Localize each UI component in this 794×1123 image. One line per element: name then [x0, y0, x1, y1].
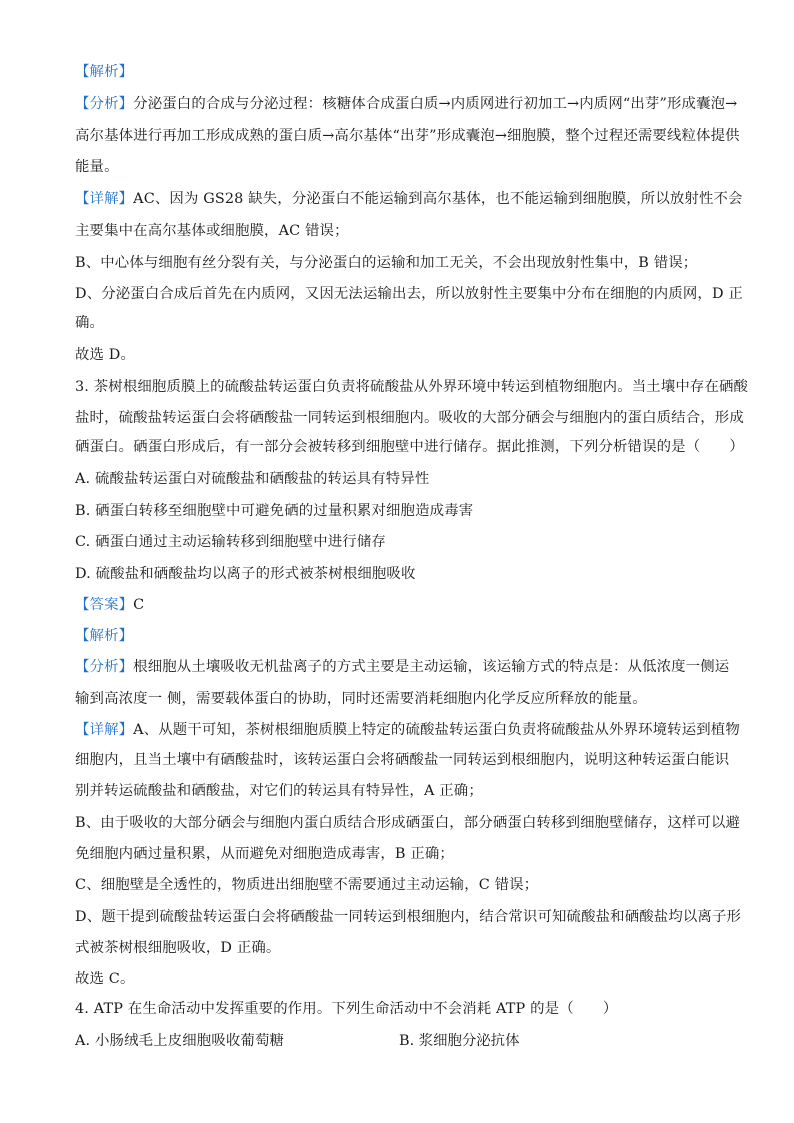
conclusion: 故选 D。 [75, 347, 136, 363]
fenxi-line: 【分析】根细胞从土壤吸收无机盐离子的方式主要是主动运输，该运输方式的特点是：从低浓度一侧运 [75, 659, 730, 675]
detail-line: 别并转运硫酸盐和硒酸盐，对它们的转运具有特异性，A 正确； [75, 783, 483, 799]
answer-tag: 【答案】 [75, 597, 134, 613]
option-b: B. 浆细胞分泌抗体 [399, 1033, 520, 1049]
question-stem-line: 3. 茶树根细胞质膜上的硫酸盐转运蛋白负责将硫酸盐从外界环境中转运到植物细胞内。当土壤中存在硒酸 [75, 379, 749, 395]
detail-line: 【详解】A、从题干可知，茶树根细胞质膜上特定的硫酸盐转运蛋白负责将硫酸盐从外界环境转运到植物 [75, 722, 740, 738]
detail-line: 免细胞内硒过量积累，从而避免对细胞造成毒害，B 正确； [75, 846, 454, 862]
analysis-heading: 【解析】 [75, 628, 134, 644]
option-b: B. 硒蛋白转移至细胞壁中可避免硒的过量积累对细胞造成毒害 [75, 503, 474, 519]
detail-tag: 【详解】 [75, 191, 134, 207]
answer-line [75, 595, 144, 615]
fenxi-tag: 【分析】 [75, 96, 134, 112]
detail-line: B、中心体与细胞有丝分裂有关，与分泌蛋白的运输和加工无关，不会出现放射性集中，B 错误； [75, 255, 698, 271]
detail-tag: 【详解】 [75, 722, 134, 738]
detail-line: 【详解】AC、因为 GS28 缺失，分泌蛋白不能运输到高尔基体，也不能运输到细胞膜，所以放射性不会 [75, 191, 743, 207]
detail-line: 细胞内，且当土壤中有硒酸盐时，该转运蛋白会将硒酸盐一同转运到根细胞内，说明这种转运蛋白能识 [75, 752, 730, 768]
option-c: C. 硒蛋白通过主动运输转移到细胞壁中进行储存 [75, 534, 386, 550]
conclusion: 故选 C。 [75, 971, 135, 987]
option-a: A. 小肠绒毛上皮细胞吸收葡萄糖 [75, 1033, 285, 1049]
detail-line: C、细胞壁是全透性的，物质进出细胞壁不需要通过主动运输，C 错误； [75, 877, 539, 893]
option-d: D. 硫酸盐和硒酸盐均以离子的形式被茶树根细胞吸收 [75, 566, 416, 582]
answer-value: C [133, 597, 145, 613]
detail-line: 确。 [75, 315, 105, 331]
detail-line: D、分泌蛋白合成后首先在内质网，又因无法运输出去，所以放射性主要集中分布在细胞的内质网，D 正 [75, 286, 743, 302]
fenxi-line: 输到高浓度一 侧，需要载体蛋白的协助，同时还需要消耗细胞内化学反应所释放的能量。 [75, 691, 647, 707]
detail-line: 主要集中在高尔基体或细胞膜，AC 错误； [75, 223, 349, 239]
option-a: A. 硫酸盐转运蛋白对硫酸盐和硒酸盐的转运具有特异性 [75, 471, 430, 487]
fenxi-tag: 【分析】 [75, 659, 134, 675]
detail-line: 式被茶树根细胞吸收，D 正确。 [75, 940, 281, 956]
analysis-heading: 【解析】 [75, 64, 134, 80]
detail-line: B、由于吸收的大部分硒会与细胞内蛋白质结合形成硒蛋白，部分硒蛋白转移到细胞壁储存，这样可以避 [75, 815, 741, 831]
fenxi-line: 能量。 [75, 159, 119, 175]
detail-line: D、题干提到硫酸盐转运蛋白会将硒酸盐一同转运到根细胞内，结合常识可知硫酸盐和硒酸盐均以离子形 [75, 909, 742, 925]
question-stem-line: 盐时，硫酸盐转运蛋白会将硒酸盐一同转运到根细胞内。吸收的大部分硒会与细胞内的蛋白质结合，形成 [75, 410, 744, 426]
question-stem-line: 4. ATP 在生命活动中发挥重要的作用。下列生命活动中不会消耗 ATP 的是（ ） [75, 1001, 618, 1017]
fenxi-line: 【分析】分泌蛋白的合成与分泌过程：核糖体合成蛋白质→内质网进行初加工→内质网“出芽”形成囊泡→ [75, 96, 738, 112]
fenxi-line: 高尔基体进行再加工形成成熟的蛋白质→高尔基体“出芽”形成囊泡→细胞膜，整个过程还需要线粒体提供 [75, 128, 740, 144]
question-stem-line: 硒蛋白。硒蛋白形成后，有一部分会被转移到细胞壁中进行储存。据此推测，下列分析错误的是（ ） [75, 439, 744, 455]
